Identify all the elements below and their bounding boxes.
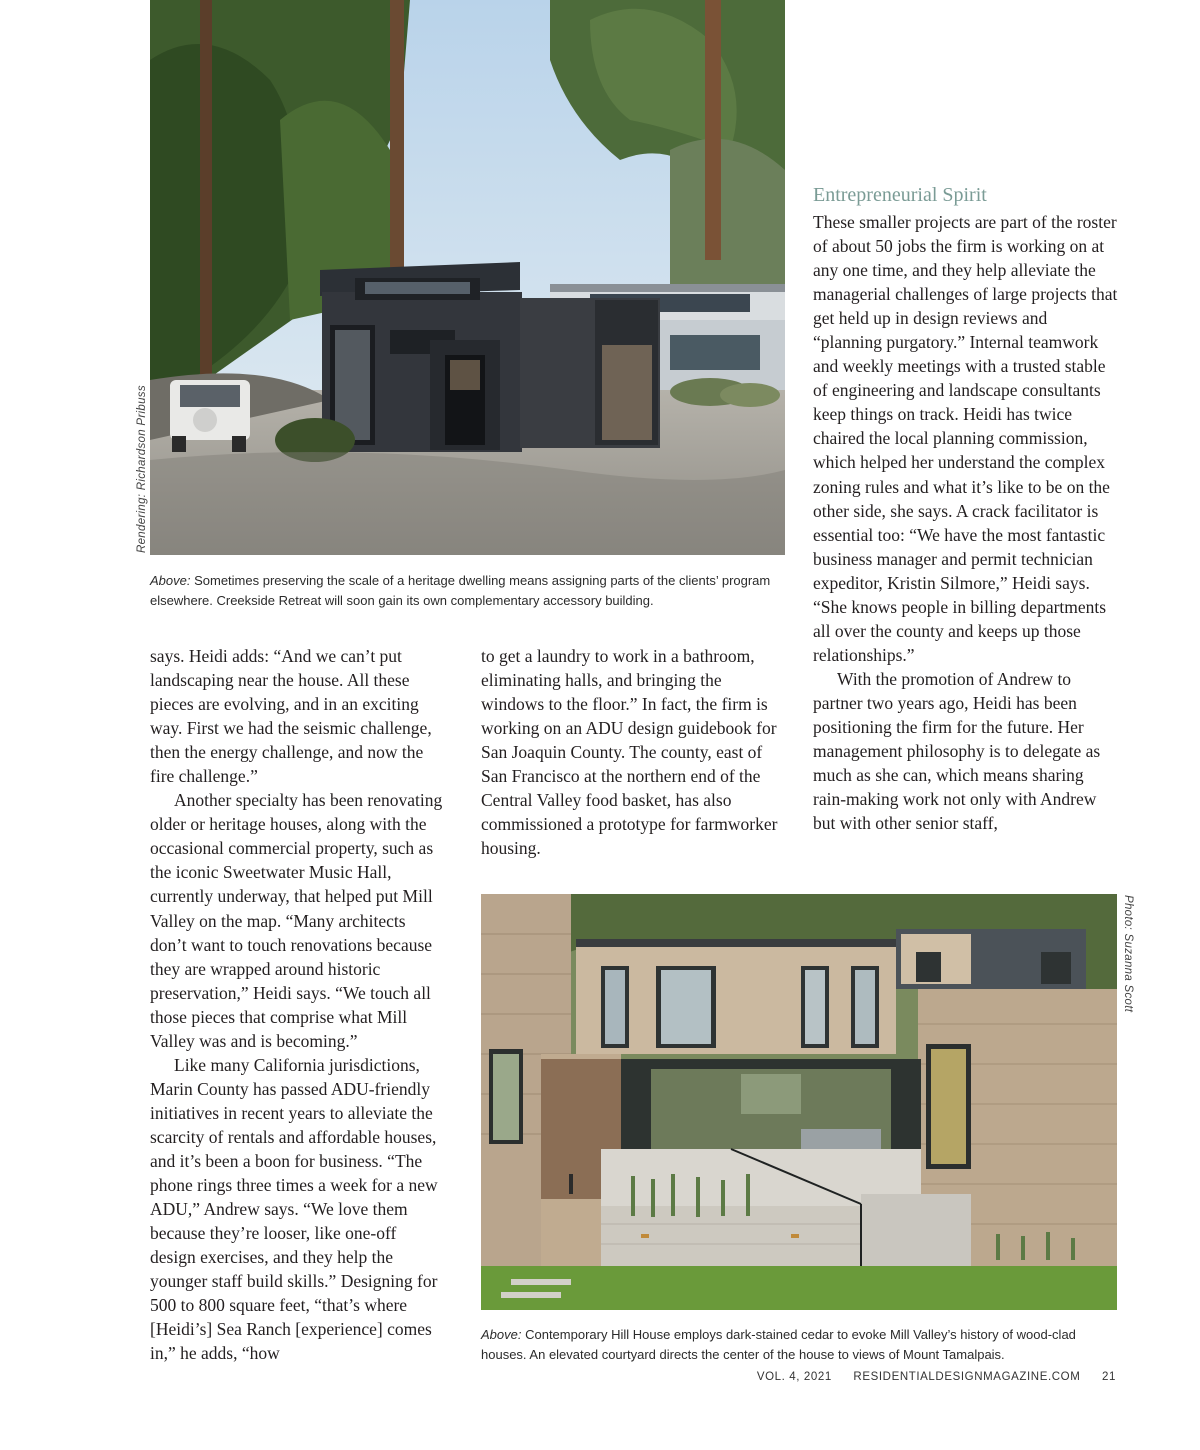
bottom-caption-lead: Above: xyxy=(481,1327,522,1342)
bottom-caption-text: Contemporary Hill House employs dark-stained cedar to evoke Mill Valley’s history of wood-clad houses. An elevated courtyard directs the center of the house to views of Mount Tamalpais. xyxy=(481,1327,1076,1362)
col3-paragraph-2: With the promotion of Andrew to partner two years ago, Heidi has been positioning the firm for the future. Her management philosophy is to delegate as much as she can, which means sharing rain-making work not only with Andrew but with other senior staff, xyxy=(813,668,1101,834)
top-photo xyxy=(150,0,785,555)
bottom-caption xyxy=(481,1325,1113,1365)
section-heading: Entrepreneurial Spirit xyxy=(813,184,987,206)
page-footer xyxy=(757,1371,1116,1383)
article-column-1 xyxy=(150,644,446,1365)
top-caption xyxy=(150,571,780,611)
col1-paragraph-1: says. Heidi adds: “And we can’t put landscaping near the house. All these pieces are evolving, and in an exciting way. First we had the seismic challenge, then the energy challenge, and now the fire challenge.” xyxy=(150,646,432,787)
col1-paragraph-3: Like many California jurisdictions, Marin County has passed ADU-friendly initiatives in recent years to alleviate the scarcity of rentals and affordable houses, and it’s been a boon for business. “The phone rings three times a week for a new ADU,” Andrew says. “We love them because they’re looser, like one-off design exercises, and they help the younger staff build skills.” Designing for 500 to 800 square feet, “that’s where [Heidi’s] Sea Ranch [experience] comes in,” he adds, “how xyxy=(150,1054,438,1364)
issue-label: VOL. 4, 2021 xyxy=(756,1371,832,1383)
top-photo-credit: Rendering: Richardson Pribuss xyxy=(136,385,148,553)
col2-paragraph-1: to get a laundry to work in a bathroom, eliminating halls, and bringing the windows to the floor.” In fact, the firm is working on an ADU design guidebook for San Joaquin County. The county, east of San Francisco at the northern end of the Central Valley food basket, has also commissioned a prototype for farmworker housing. xyxy=(481,646,778,859)
col1-paragraph-2: Another specialty has been renovating older or heritage houses, along with the occasional commercial property, such as the iconic Sweetwater Music Hall, currently underway, that helped put Mill Valley on the map. “Many architects don’t want to touch renovations because they are wrapped around historic preservation,” Heidi says. “We touch all those pieces that comprise what Mill Valley was and is becoming.” xyxy=(150,790,443,1051)
site-url: RESIDENTIALDESIGNMAGAZINE.COM xyxy=(853,1371,1081,1383)
bottom-photo-credit: Photo: Suzanna Scott xyxy=(1122,895,1134,1013)
article-column-3 xyxy=(813,210,1118,835)
top-caption-text: Sometimes preserving the scale of a heritage dwelling means assigning parts of the clients’ program elsewhere. Creekside Retreat will soon gain its own complementary accessory building. xyxy=(150,573,771,608)
page-number: 21 xyxy=(1102,1371,1116,1383)
col3-paragraph-1: These smaller projects are part of the roster of about 50 jobs the firm is working on at any one time, and they help alleviate the managerial challenges of large projects that get held up in design reviews and “planning purgatory.” Internal teamwork and weekly meetings with a trusted stable of engineering and landscape consultants keep things on track. Heidi has twice chaired the local planning commission, which helped her understand the complex zoning rules and what it’s like to be on the other side, she says. A crack facilitator is essential too: “We have the most fantastic business manager and permit technician expeditor, Kristin Silmore,” Heidi says. “She knows people in billing departments all over the county and keeps up those relationships.” xyxy=(813,212,1118,665)
article-column-2 xyxy=(481,644,786,860)
top-caption-lead: Above: xyxy=(150,573,191,588)
bottom-photo xyxy=(481,894,1117,1310)
